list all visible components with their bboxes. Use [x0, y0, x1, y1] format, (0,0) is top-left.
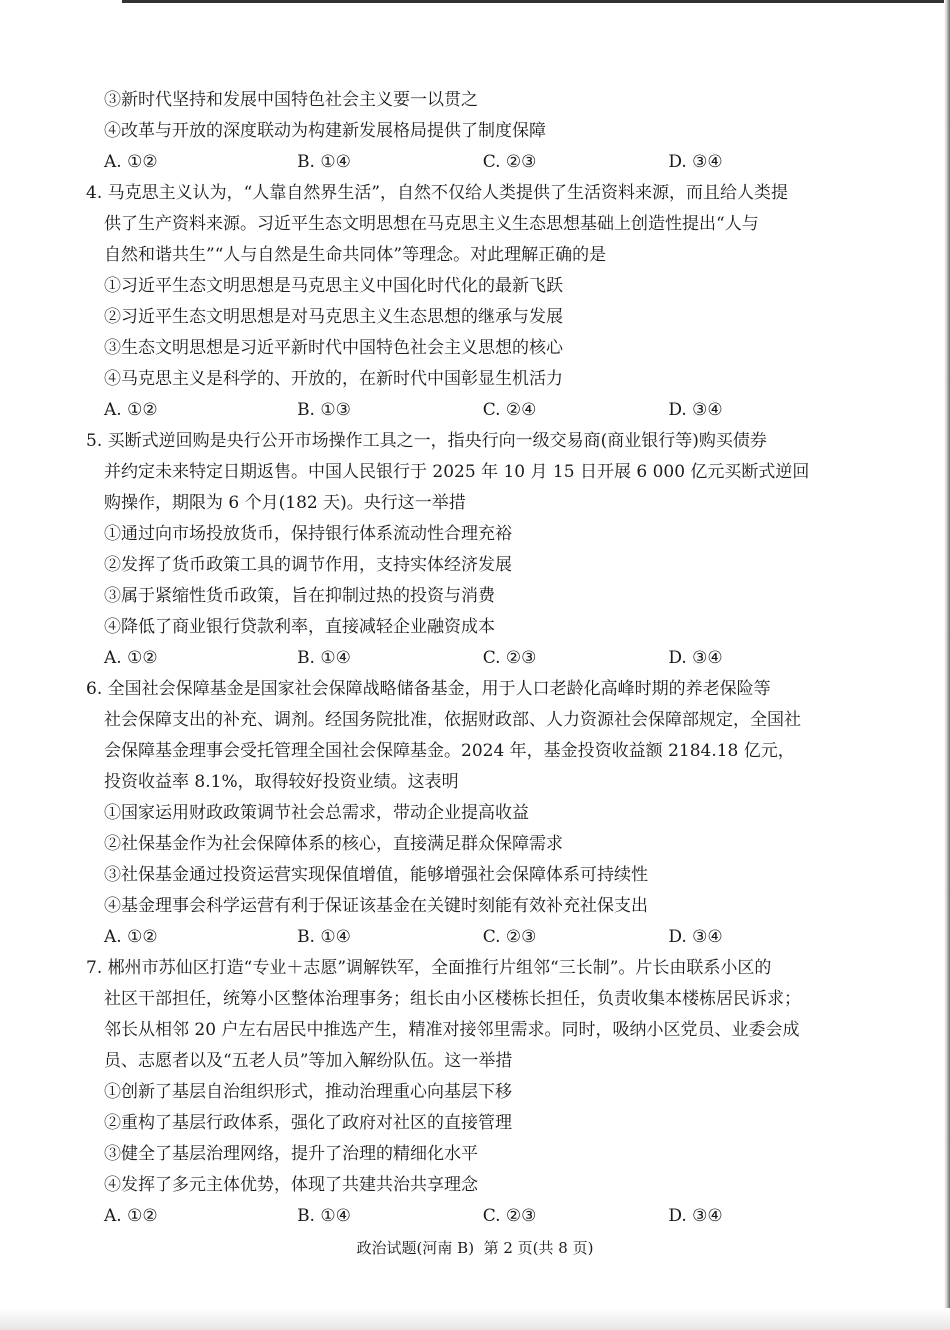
statement-item: ④改革与开放的深度联动为构建新发展格局提供了制度保障	[104, 121, 546, 141]
statement-item: ③社保基金通过投资运营实现保值增值，能够增强社会保障体系可持续性	[104, 865, 648, 885]
option-d: D. ③④	[668, 152, 723, 172]
statement-item: ③属于紧缩性货币政策，旨在抑制过热的投资与消费	[104, 586, 495, 606]
option-a: A. ①②	[104, 648, 158, 668]
statement-item: ②重构了基层行政体系，强化了政府对社区的直接管理	[104, 1113, 512, 1133]
question-stem: 自然和谐共生”“人与自然是生命共同体”等理念。对此理解正确的是	[104, 245, 607, 265]
option-a: A. ①②	[104, 400, 158, 420]
scan-edge-shadow	[944, 0, 950, 1330]
option-b: B. ①④	[297, 152, 351, 172]
question-stem: 并约定未来特定日期返售。中国人民银行于 2025 年 10 月 15 日开展 6 000 亿元买断式逆回	[104, 462, 810, 482]
statement-item: ②社保基金作为社会保障体系的核心，直接满足群众保障需求	[104, 834, 563, 854]
statement-item: ④发挥了多元主体优势，体现了共建共治共享理念	[104, 1175, 478, 1195]
question-stem: 供了生产资料来源。习近平生态文明思想在马克思主义生态思想基础上创造性提出“人与	[104, 214, 759, 234]
statement-item: ③新时代坚持和发展中国特色社会主义要一以贯之	[104, 90, 478, 110]
question-stem: 7. 郴州市苏仙区打造“专业＋志愿”调解铁军，全面推行片组邻“三长制”。片长由联系小区的	[86, 958, 772, 978]
question-5	[86, 426, 854, 674]
option-d: D. ③④	[668, 1206, 723, 1226]
scan-bottom-shade	[0, 1308, 950, 1330]
question-7	[86, 953, 854, 1232]
question-6	[86, 674, 854, 953]
option-a: A. ①②	[104, 152, 158, 172]
statement-item: ①通过向市场投放货币，保持银行体系流动性合理充裕	[104, 524, 512, 544]
statement-item: ②习近平生态文明思想是对马克思主义生态思想的继承与发展	[104, 307, 563, 327]
question-4	[86, 178, 854, 426]
statement-item: ②发挥了货币政策工具的调节作用，支持实体经济发展	[104, 555, 512, 575]
statement-item: ③健全了基层治理网络，提升了治理的精细化水平	[104, 1144, 478, 1164]
question-stem: 4. 马克思主义认为，“人靠自然界生活”，自然不仅给人类提供了生活资料来源，而且给人类提	[86, 183, 789, 203]
option-b: B. ①④	[297, 1206, 351, 1226]
option-c: C. ②③	[482, 1206, 537, 1226]
option-d: D. ③④	[668, 648, 723, 668]
option-c: C. ②③	[482, 648, 537, 668]
answer-options	[104, 1201, 854, 1232]
statement-item: ①习近平生态文明思想是马克思主义中国化时代化的最新飞跃	[104, 276, 563, 296]
question-stem: 员、志愿者以及“五老人员”等加入解纷队伍。这一举措	[104, 1051, 513, 1071]
answer-options	[104, 643, 854, 674]
option-c: C. ②④	[482, 400, 537, 420]
question-stem: 投资收益率 8.1%，取得较好投资业绩。这表明	[104, 772, 459, 792]
question-3-continued	[104, 85, 854, 178]
question-stem: 社会保障支出的补充、调剂。经国务院批准，依据财政部、人力资源社会保障部规定，全国社	[104, 710, 801, 730]
option-c: C. ②③	[482, 927, 537, 947]
page-footer: 政治试题(河南 B) 第 2 页(共 8 页)	[356, 1239, 594, 1257]
option-b: B. ①③	[297, 400, 351, 420]
answer-options	[104, 147, 854, 178]
statement-item: ①创新了基层自治组织形式，推动治理重心向基层下移	[104, 1082, 512, 1102]
answer-options	[104, 395, 854, 426]
question-stem: 社区干部担任，统筹小区整体治理事务；组长由小区楼栋长担任，负责收集本楼栋居民诉求；	[104, 989, 801, 1009]
statement-item: ④马克思主义是科学的、开放的，在新时代中国彰显生机活力	[104, 369, 563, 389]
statement-item: ③生态文明思想是习近平新时代中国特色社会主义思想的核心	[104, 338, 563, 358]
option-a: A. ①②	[104, 1206, 158, 1226]
option-d: D. ③④	[668, 400, 723, 420]
option-a: A. ①②	[104, 927, 158, 947]
question-stem: 6. 全国社会保障基金是国家社会保障战略储备基金，用于人口老龄化高峰时期的养老保险等	[86, 679, 771, 699]
statement-item: ①国家运用财政政策调节社会总需求，带动企业提高收益	[104, 803, 529, 823]
option-b: B. ①④	[297, 648, 351, 668]
answer-options	[104, 922, 854, 953]
option-d: D. ③④	[668, 927, 723, 947]
option-b: B. ①④	[297, 927, 351, 947]
question-stem: 购操作，期限为 6 个月(182 天)。央行这一举措	[104, 493, 466, 513]
option-c: C. ②③	[482, 152, 537, 172]
question-stem: 会保障基金理事会受托管理全国社会保障基金。2024 年，基金投资收益额 2184.18 亿元，	[104, 741, 795, 761]
top-scan-line	[122, 0, 950, 3]
question-stem: 邻长从相邻 20 户左右居民中推选产生，精准对接邻里需求。同时，吸纳小区党员、业委会成	[104, 1020, 800, 1040]
question-stem: 5. 买断式逆回购是央行公开市场操作工具之一，指央行向一级交易商(商业银行等)购买债券	[86, 431, 767, 451]
statement-item: ④基金理事会科学运营有利于保证该基金在关键时刻能有效补充社保支出	[104, 896, 648, 916]
statement-item: ④降低了商业银行贷款利率，直接减轻企业融资成本	[104, 617, 495, 637]
page-content	[86, 85, 854, 1232]
